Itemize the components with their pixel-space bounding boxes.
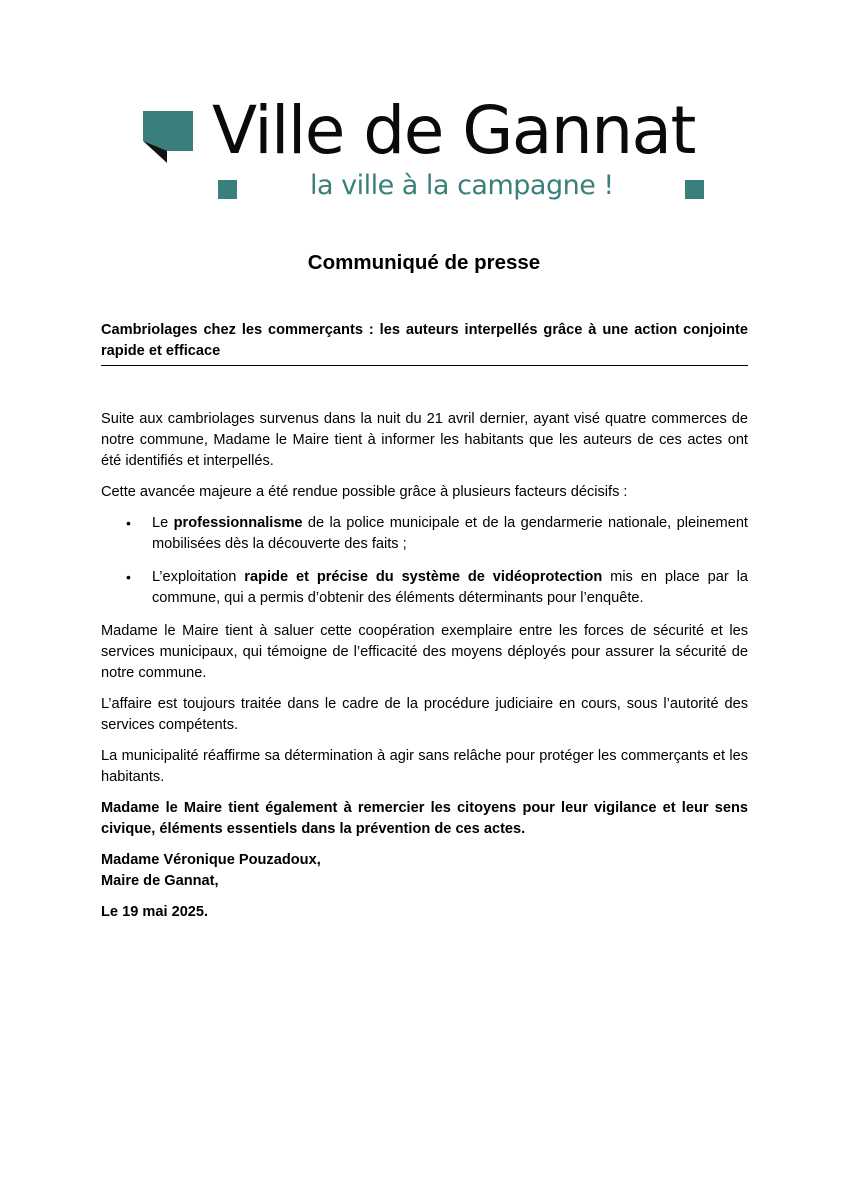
- logo-tagline: la ville à la campagne !: [310, 170, 614, 201]
- document-date: Le 19 mai 2025.: [101, 904, 209, 920]
- thanks-paragraph: Madame le Maire tient également à remercier les citoyens pour leur vigilance et leur sens civique, éléments essentiels dans la prévention de ces actes.: [101, 800, 748, 837]
- list-item: • Le professionnalisme de la police municipale et de la gendarmerie nationale, pleinement mobilisées dès la découverte des faits ;: [101, 513, 748, 555]
- factors-intro: Cette avancée majeure a été rendue possible grâce à plusieurs facteurs décisifs :: [101, 484, 628, 500]
- emphasis-text: rapide et précise du système de vidéoprotection: [244, 569, 603, 585]
- logo-square-icon: [143, 111, 193, 163]
- emphasis-text: professionnalisme: [173, 515, 303, 531]
- press-release-body: [101, 320, 748, 923]
- logo-title: Ville de Gannat: [212, 92, 695, 169]
- intro-paragraph: Suite aux cambriolages survenus dans la nuit du 21 avril dernier, ayant visé quatre commerces de notre commune, Madame le Maire tient à informer les habitants que les auteurs de ces actes ont été identifiés et interpellés.: [101, 411, 748, 469]
- procedure-paragraph: L’affaire est toujours traitée dans le cadre de la procédure judiciaire en cours, sous l’autorité des services compétents.: [101, 696, 748, 733]
- subject-line: Cambriolages chez les commerçants : les auteurs interpellés grâce à une action conjointe rapide et efficace: [101, 320, 748, 366]
- list-item: • L’exploitation rapide et précise du système de vidéoprotection mis en place par la commune, qui a permis d’obtenir des éléments déterminants pour l’enquête.: [101, 567, 748, 609]
- signature-name: Madame Véronique Pouzadoux,: [101, 852, 321, 868]
- logo-dot-right-icon: [685, 180, 704, 199]
- factors-list: [101, 513, 748, 609]
- document-title: Communiqué de presse: [307, 251, 541, 274]
- determination-paragraph: La municipalité réaffirme sa détermination à agir sans relâche pour protéger les commerçants et les habitants.: [101, 748, 748, 785]
- signature-role: Maire de Gannat,: [101, 873, 219, 889]
- cooperation-paragraph: Madame le Maire tient à saluer cette coopération exemplaire entre les forces de sécurité et les services municipaux, qui témoigne de l’efficacité des moyens déployés pour assurer la sécurité de notre commune.: [101, 623, 748, 681]
- logo-dot-left-icon: [218, 180, 237, 199]
- city-logo: [140, 92, 710, 204]
- signature-block: [101, 850, 748, 892]
